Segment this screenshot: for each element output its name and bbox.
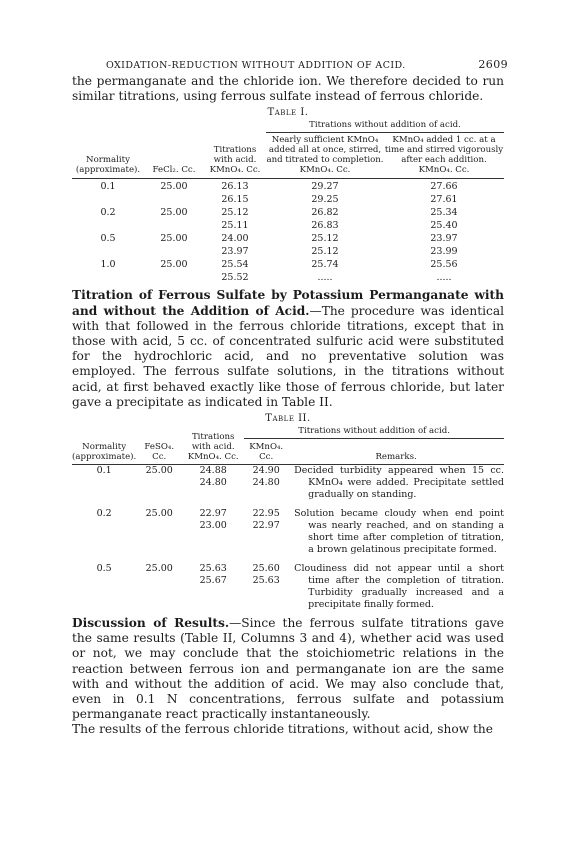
- table1-cell: 25.00: [160, 259, 188, 271]
- table2-gap: [72, 556, 504, 563]
- table2-gap: [72, 501, 504, 508]
- table1: [72, 120, 504, 283]
- table2-remark-text: Decided turbidity appeared when 15 cc. KMnO₄ were added. Precipitate settled gradually on standing.: [294, 465, 504, 501]
- table1-header-with-acid: Titrations with acid. KMnO₄. Cc.: [209, 145, 261, 176]
- table1-cell: 23.97: [430, 233, 458, 245]
- table2-with-acid-value: 25.63: [199, 563, 227, 575]
- table1-cell: [144, 270, 204, 283]
- table1-cell: [72, 270, 144, 283]
- table1-cell: 25.34: [430, 207, 458, 219]
- table1-cell: [144, 192, 204, 205]
- table2-header-feso4: FeSO₄. Cc.: [144, 442, 175, 463]
- table1-row: [72, 231, 504, 244]
- page-number: 2609: [478, 58, 508, 71]
- table1-row: [72, 244, 504, 257]
- table1-cell: [72, 192, 144, 205]
- table2-header-remarks: Remarks.: [375, 452, 417, 463]
- table1-cell: 25.52: [221, 272, 249, 284]
- table1-header-stepwise: KMnO₄ added 1 cc. at a time and stirred vigorously after each addition. KMnO₄. Cc.: [384, 135, 504, 176]
- table1-cell: 26.83: [311, 220, 339, 232]
- section2-paragraph: [72, 288, 504, 410]
- table1-cell: .....: [436, 272, 452, 284]
- table2-normality: 0.1: [96, 465, 112, 477]
- section3-heading: Discussion of Results.: [72, 616, 230, 631]
- table1-row: [72, 257, 504, 270]
- table1-cell: 25.12: [311, 233, 339, 245]
- table2-header-with-acid: Titrations with acid. KMnO₄. Cc.: [187, 432, 239, 463]
- section2-heading: Titration of Ferrous Sulfate by Potassium Permanganate with and without the Addition of Acid.: [72, 288, 504, 318]
- table2-with-acid-value: 25.67: [199, 575, 227, 587]
- table2-header-normality: Normality (approximate).: [72, 442, 137, 463]
- table1-cell: 0.1: [100, 181, 116, 193]
- table1-cell: 25.56: [430, 259, 458, 271]
- table1-cell: 25.12: [311, 246, 339, 258]
- table2-without-acid-value: 22.95: [252, 508, 280, 520]
- table1-cell: 26.15: [221, 194, 249, 206]
- table2-row: [72, 465, 504, 502]
- table1-cell: [72, 244, 144, 257]
- table2-with-acid-value: 24.88: [199, 465, 227, 477]
- table2-with-acid-value: 24.80: [199, 477, 227, 489]
- table2-remarks: [288, 508, 504, 556]
- table1-row: [72, 179, 504, 193]
- section3-paragraph: [72, 616, 504, 722]
- table2-with-acid-value: 22.97: [199, 508, 227, 520]
- table2-with-acid: [182, 508, 244, 556]
- table2-without-acid-value: 22.97: [252, 520, 280, 532]
- table1-cell: [144, 244, 204, 257]
- table1-header-sufficient: Nearly sufficient KMnO₄ added all at once, stirred, and titrated to completion. KMnO₄. Cc.: [266, 135, 384, 176]
- table1-cell: [72, 218, 144, 231]
- table2-with-acid: [182, 563, 244, 611]
- table2-feso4: 25.00: [145, 508, 173, 520]
- table1-cell: 27.66: [430, 181, 458, 193]
- section3-text: —Since the ferrous sulfate titrations gave the same results (Table II, Columns 3 and 4), whether acid was used or not, we may conclude that the stoichiometric relations in the reaction between ferrous ion and permanganate ion are the same with and without the addition of acid. We may also conclude that, even in 0.1 N concentrations, ferrous sulfate and potassium permanganate react practically instantaneously.: [72, 616, 505, 722]
- table2-without-acid-value: 24.80: [252, 477, 280, 489]
- table1-cell: 1.0: [100, 259, 116, 271]
- table2-without-acid: [244, 563, 288, 611]
- table2-without-acid-value: 25.63: [252, 575, 280, 587]
- table2-group-heading: Titrations without addition of acid.: [244, 426, 504, 439]
- table1-cell: 25.11: [221, 220, 249, 232]
- table1-cell: .....: [317, 272, 333, 284]
- table1-cell: 26.82: [311, 207, 339, 219]
- table1-header-normality: Normality (approximate).: [75, 155, 141, 176]
- table2-remarks: [288, 563, 504, 611]
- table1-cell: 25.54: [221, 259, 249, 271]
- table2-row: [72, 508, 504, 556]
- running-header: [72, 58, 508, 74]
- table1-cell: 0.5: [100, 233, 116, 245]
- intro-paragraph: the permanganate and the chloride ion. We therefore decided to run similar titrations, using ferrous sulfate instead of ferrous chloride.: [72, 74, 504, 104]
- table1-row: [72, 218, 504, 231]
- table1-cell: 25.40: [430, 220, 458, 232]
- table2-remark-text: Solution became cloudy when end point was nearly reached, and on standing a short time after completion of titration, a brown gelatinous precipitate formed.: [294, 508, 504, 556]
- table2-caption: Table II.: [265, 413, 311, 425]
- running-title: OXIDATION-REDUCTION WITHOUT ADDITION OF ACID.: [106, 60, 406, 71]
- journal-page: [72, 58, 508, 738]
- table2-header-kmno4: KMnO₄. Cc.: [249, 442, 284, 463]
- table2: [72, 426, 504, 611]
- table1-row: [72, 270, 504, 283]
- table2-without-acid-value: 24.90: [252, 465, 280, 477]
- table1-header-fecl2: FeCl₂. Cc.: [152, 165, 196, 176]
- table1-cell: 25.00: [160, 233, 188, 245]
- table2-without-acid-value: 25.60: [252, 563, 280, 575]
- table2-feso4: 25.00: [145, 465, 173, 477]
- table1-cell: 29.27: [311, 181, 339, 193]
- table1-cell: 25.12: [221, 207, 249, 219]
- table1-cell: 26.13: [221, 181, 249, 193]
- table2-normality: 0.2: [96, 508, 112, 520]
- table2-row: [72, 563, 504, 611]
- table1-cell: 29.25: [311, 194, 339, 206]
- table1-row: [72, 192, 504, 205]
- table1-cell: [144, 218, 204, 231]
- table2-without-acid: [244, 508, 288, 556]
- table1-group-heading: Titrations without addition of acid.: [309, 120, 461, 131]
- table2-remark-text: Cloudiness did not appear until a short time after the completion of titration. Turbidity gradually increased and a precipitate finally formed.: [294, 563, 504, 611]
- table1-cell: 0.2: [100, 207, 116, 219]
- table1-row: [72, 205, 504, 218]
- section2-text: —The procedure was identical with that followed in the ferrous chloride titrations, except that in those with acid, 5 cc. of concentrated sulfuric acid were substituted for the hydrochloric acid, and no preventative solution was employed. The ferrous sulfate solutions, in the titrations without acid, at first behaved exactly like those of ferrous chloride, but later gave a precipitate as indicated in Table II.: [72, 303, 504, 409]
- table1-cell: 27.61: [430, 194, 458, 206]
- table1-cell: 25.00: [160, 181, 188, 193]
- table1-cell: 25.74: [311, 259, 339, 271]
- table2-normality: 0.5: [96, 563, 112, 575]
- table2-feso4: 25.00: [145, 563, 173, 575]
- table1-cell: 25.00: [160, 207, 188, 219]
- table2-with-acid-value: 23.00: [199, 520, 227, 532]
- last-line: The results of the ferrous chloride titrations, without acid, show the: [72, 722, 493, 737]
- table2-with-acid: [182, 465, 244, 502]
- table1-caption: Table I.: [267, 107, 309, 119]
- table2-remarks: [288, 465, 504, 502]
- table1-cell: 23.99: [430, 246, 458, 258]
- table1-cell: 24.00: [221, 233, 249, 245]
- table2-without-acid: [244, 465, 288, 502]
- table1-cell: 23.97: [221, 246, 249, 258]
